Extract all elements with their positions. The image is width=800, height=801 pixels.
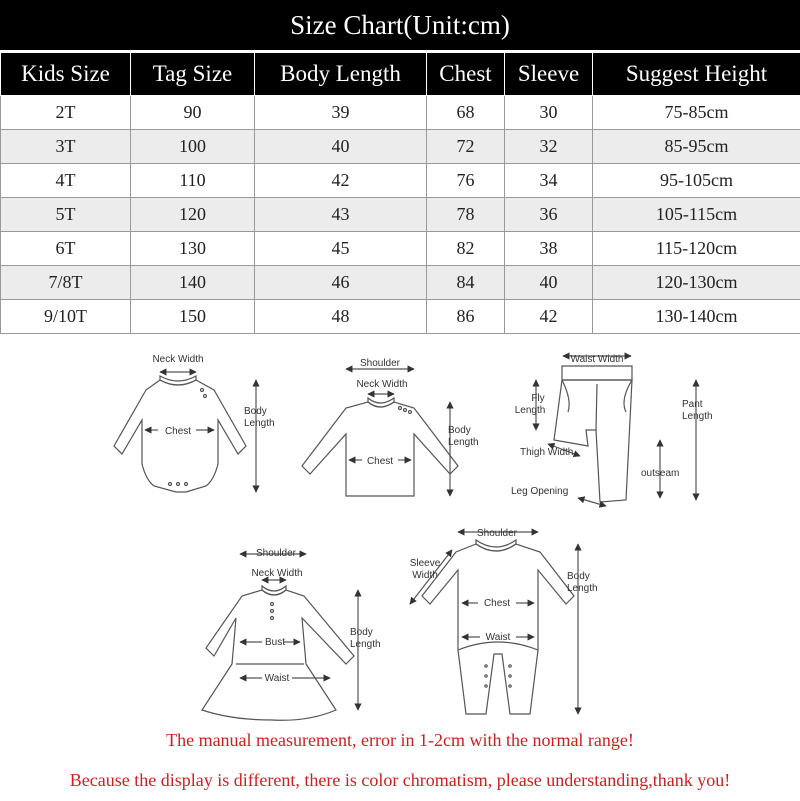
dress-shoulder-label: Shoulder <box>256 548 297 559</box>
cell-kids-size: 7/8T <box>1 266 131 300</box>
cell-kids-size: 6T <box>1 232 131 266</box>
tshirt-collar <box>368 398 394 407</box>
bodysuit-body-length-label-2: Length <box>244 418 275 429</box>
header-kids-size: Kids Size <box>1 53 131 96</box>
pants-pant-length-label-2: Length <box>682 411 713 422</box>
cell-suggest-height: 95-105cm <box>593 164 800 198</box>
cell-suggest-height: 105-115cm <box>593 198 800 232</box>
cell-sleeve: 32 <box>505 130 593 164</box>
table-row <box>1 266 800 300</box>
cell-suggest-height: 85-95cm <box>593 130 800 164</box>
cell-body-length: 39 <box>255 96 427 130</box>
cell-sleeve: 30 <box>505 96 593 130</box>
pants-pant-length-label: Pant <box>682 399 703 410</box>
cell-tag-size: 90 <box>131 96 255 130</box>
bodysuit-collar <box>160 376 196 385</box>
table-row <box>1 96 800 130</box>
cell-body-length: 43 <box>255 198 427 232</box>
cell-body-length: 40 <box>255 130 427 164</box>
pants-outseam-label: outseam <box>641 468 679 479</box>
header-suggest-height: Suggest Height <box>593 53 800 96</box>
header-tag-size: Tag Size <box>131 53 255 96</box>
cell-suggest-height: 75-85cm <box>593 96 800 130</box>
cell-kids-size: 2T <box>1 96 131 130</box>
dress-neck-width-label: Neck Width <box>251 568 302 579</box>
tshirt-shoulder-label: Shoulder <box>360 358 401 369</box>
table-row <box>1 232 800 266</box>
cell-chest: 84 <box>427 266 505 300</box>
garment-diagrams <box>0 334 800 724</box>
cell-kids-size: 9/10T <box>1 300 131 334</box>
tshirt-outline <box>302 402 458 496</box>
romper-body-length-label-2: Length <box>567 583 598 594</box>
cell-chest: 72 <box>427 130 505 164</box>
table-row <box>1 300 800 334</box>
cell-chest: 82 <box>427 232 505 266</box>
measurement-diagrams <box>0 333 800 801</box>
pants-waistband <box>562 366 632 380</box>
cell-sleeve: 40 <box>505 266 593 300</box>
cell-tag-size: 100 <box>131 130 255 164</box>
cell-sleeve: 38 <box>505 232 593 266</box>
cell-kids-size: 5T <box>1 198 131 232</box>
pants-thigh-width-label: Thigh Width <box>520 447 573 458</box>
cell-kids-size: 3T <box>1 130 131 164</box>
cell-sleeve: 34 <box>505 164 593 198</box>
cell-chest: 86 <box>427 300 505 334</box>
cell-tag-size: 150 <box>131 300 255 334</box>
tshirt-neck-width-label: Neck Width <box>356 379 407 390</box>
dress-collar <box>262 586 286 595</box>
table-row <box>1 164 800 198</box>
cell-body-length: 45 <box>255 232 427 266</box>
cell-tag-size: 140 <box>131 266 255 300</box>
bodysuit-neck-width-label: Neck Width <box>152 354 203 365</box>
cell-tag-size: 110 <box>131 164 255 198</box>
header-chest: Chest <box>427 53 505 96</box>
cell-chest: 68 <box>427 96 505 130</box>
pants-leg-opening-label: Leg Opening <box>511 486 568 497</box>
measurement-note: The manual measurement, error in 1-2cm with the normal range! <box>0 730 800 751</box>
dress-waist-label: Waist <box>265 673 290 684</box>
dress-body-length-label: Body <box>350 627 373 638</box>
tshirt-body-length-label-2: Length <box>448 437 479 448</box>
romper-body-length-label: Body <box>567 571 590 582</box>
cell-tag-size: 130 <box>131 232 255 266</box>
tshirt-body-length-label: Body <box>448 425 471 436</box>
bodysuit-body-length-label: Body <box>244 406 267 417</box>
chart-title: Size Chart(Unit:cm) <box>0 0 800 50</box>
dress-body-length-label-2: Length <box>350 639 381 650</box>
romper-shoulder-label: Shoulder <box>477 528 518 539</box>
pants-waist-width-label: Waist Width <box>571 354 624 365</box>
cell-body-length: 46 <box>255 266 427 300</box>
dress-bust-label: Bust <box>265 637 285 648</box>
pants-outline <box>554 380 632 502</box>
romper-chest-label: Chest <box>484 598 510 609</box>
tshirt-chest-label: Chest <box>367 456 393 467</box>
cell-suggest-height: 130-140cm <box>593 300 800 334</box>
cell-body-length: 48 <box>255 300 427 334</box>
cell-kids-size: 4T <box>1 164 131 198</box>
romper-outline <box>422 544 574 714</box>
table-row <box>1 130 800 164</box>
romper-collar <box>476 540 516 551</box>
cell-suggest-height: 115-120cm <box>593 232 800 266</box>
romper-sleeve-width-label-2: Width <box>412 570 438 581</box>
header-body-length: Body Length <box>255 53 427 96</box>
cell-chest: 78 <box>427 198 505 232</box>
cell-chest: 76 <box>427 164 505 198</box>
pants-fly-length-label: Fly <box>531 393 544 404</box>
header-sleeve: Sleeve <box>505 53 593 96</box>
romper-sleeve-width-label: Sleeve <box>410 558 441 569</box>
size-table <box>0 52 800 334</box>
cell-suggest-height: 120-130cm <box>593 266 800 300</box>
table-header-row <box>1 53 800 96</box>
dress-outline <box>202 590 354 720</box>
romper-waist-label: Waist <box>486 632 511 643</box>
cell-tag-size: 120 <box>131 198 255 232</box>
table-row <box>1 198 800 232</box>
cell-sleeve: 42 <box>505 300 593 334</box>
display-note: Because the display is different, there is color chromatism, please understanding,thank you! <box>0 770 800 791</box>
cell-body-length: 42 <box>255 164 427 198</box>
pants-fly-length-label-2: Length <box>515 405 546 416</box>
bodysuit-chest-label: Chest <box>165 426 191 437</box>
pants-diagram <box>536 356 696 506</box>
cell-sleeve: 36 <box>505 198 593 232</box>
